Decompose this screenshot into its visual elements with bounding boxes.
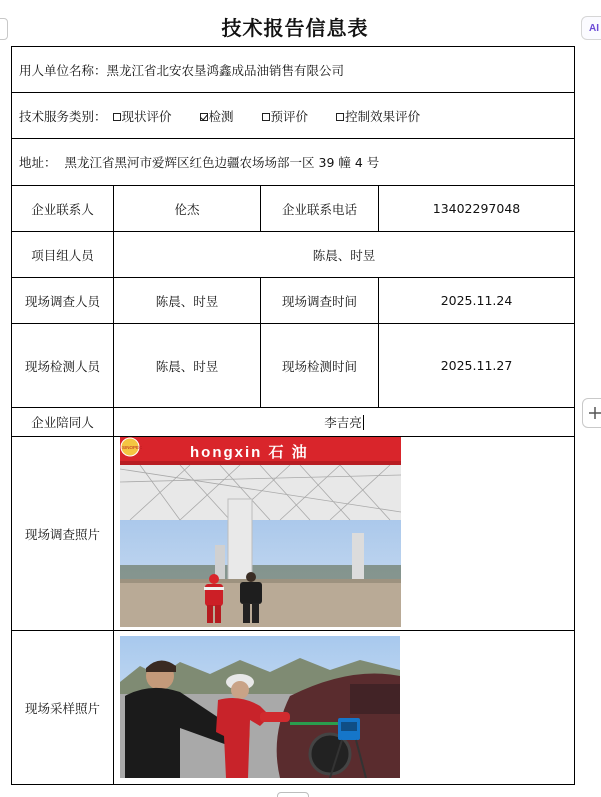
contact-label: 企业联系人 [31, 201, 94, 217]
survey-people-label: 现场调查人员 [24, 293, 100, 309]
phone-value: 13402297048 [432, 201, 521, 216]
survey-photo-label-cell [11, 436, 114, 631]
plus-icon [589, 407, 601, 419]
address-value: 黑龙江省黑河市爱辉区红色边疆农场场部一区 39 幢 4 号 [64, 155, 380, 170]
sampling-photo-label-cell [11, 630, 114, 785]
detect-time-value: 2025.11.27 [440, 358, 513, 373]
option-current-evaluation[interactable] [113, 107, 172, 125]
sampling-scene-photo [120, 636, 400, 778]
bottom-handle[interactable] [277, 792, 309, 797]
detect-time-value-cell [378, 323, 575, 408]
contact-value-cell [113, 185, 261, 232]
team-label: 项目组人员 [31, 247, 94, 263]
escort-value-cell[interactable] [113, 407, 575, 437]
checkbox-current-evaluation[interactable] [113, 113, 121, 121]
survey-photo-label: 现场调查照片 [24, 526, 100, 542]
survey-photo[interactable] [120, 437, 401, 627]
option-pre-evaluation-label: 预评价 [270, 108, 309, 124]
option-current-evaluation-label: 现状评价 [121, 108, 172, 124]
survey-time-label-cell [260, 277, 379, 324]
survey-people-value-cell [113, 277, 261, 324]
option-detection-label: 检测 [208, 108, 234, 124]
team-value: 陈晨、时昱 [312, 247, 376, 263]
contact-label-cell [11, 185, 114, 232]
survey-time-value-cell [378, 277, 575, 324]
client-label: 用人单位名称： [19, 62, 107, 78]
page-title: 技术报告信息表 [221, 16, 369, 40]
detect-time-label-cell [260, 323, 379, 408]
sampling-photo[interactable] [120, 636, 400, 778]
option-control-evaluation-label: 控制效果评价 [345, 108, 421, 124]
escort-value[interactable]: 李吉亮 [324, 415, 362, 430]
client-row [11, 46, 575, 93]
checkbox-control-evaluation[interactable] [336, 113, 344, 121]
canopy-text: hongxin 石 油 [190, 444, 309, 461]
add-button[interactable] [582, 398, 601, 428]
survey-people-label-cell [11, 277, 114, 324]
address-row [11, 138, 575, 186]
text-cursor [363, 415, 364, 430]
survey-time-value: 2025.11.24 [440, 293, 513, 308]
team-value-cell [113, 231, 575, 278]
gas-station-photo [120, 437, 401, 627]
badge-text: SINOPEC [122, 445, 143, 450]
detect-people-label: 现场检测人员 [24, 358, 100, 374]
detect-people-value: 陈晨、时昱 [155, 358, 219, 374]
detect-people-value-cell [113, 323, 261, 408]
detect-time-label: 现场检测时间 [281, 358, 357, 374]
phone-label-cell [260, 185, 379, 232]
phone-value-cell [378, 185, 575, 232]
team-label-cell [11, 231, 114, 278]
ai-assistant-button[interactable]: AI [581, 16, 601, 40]
option-pre-evaluation[interactable] [262, 107, 309, 125]
survey-people-value: 陈晨、时昱 [155, 293, 219, 309]
escort-label: 企业陪同人 [31, 415, 94, 430]
survey-time-label: 现场调查时间 [281, 293, 357, 309]
escort-label-cell [11, 407, 114, 437]
sampling-photo-label: 现场采样照片 [24, 700, 100, 716]
service-type-label: 技术服务类别： [19, 108, 107, 124]
option-control-evaluation[interactable] [336, 107, 420, 125]
contact-value: 伦杰 [174, 201, 200, 217]
option-detection[interactable] [200, 107, 234, 125]
service-type-row [11, 92, 575, 139]
phone-label: 企业联系电话 [281, 201, 357, 217]
client-value: 黑龙江省北安农垦鸿鑫成品油销售有限公司 [106, 62, 345, 78]
address-label: 地址： [19, 155, 57, 170]
checkbox-detection[interactable] [200, 113, 208, 121]
checkbox-pre-evaluation[interactable] [262, 113, 270, 121]
detect-people-label-cell [11, 323, 114, 408]
